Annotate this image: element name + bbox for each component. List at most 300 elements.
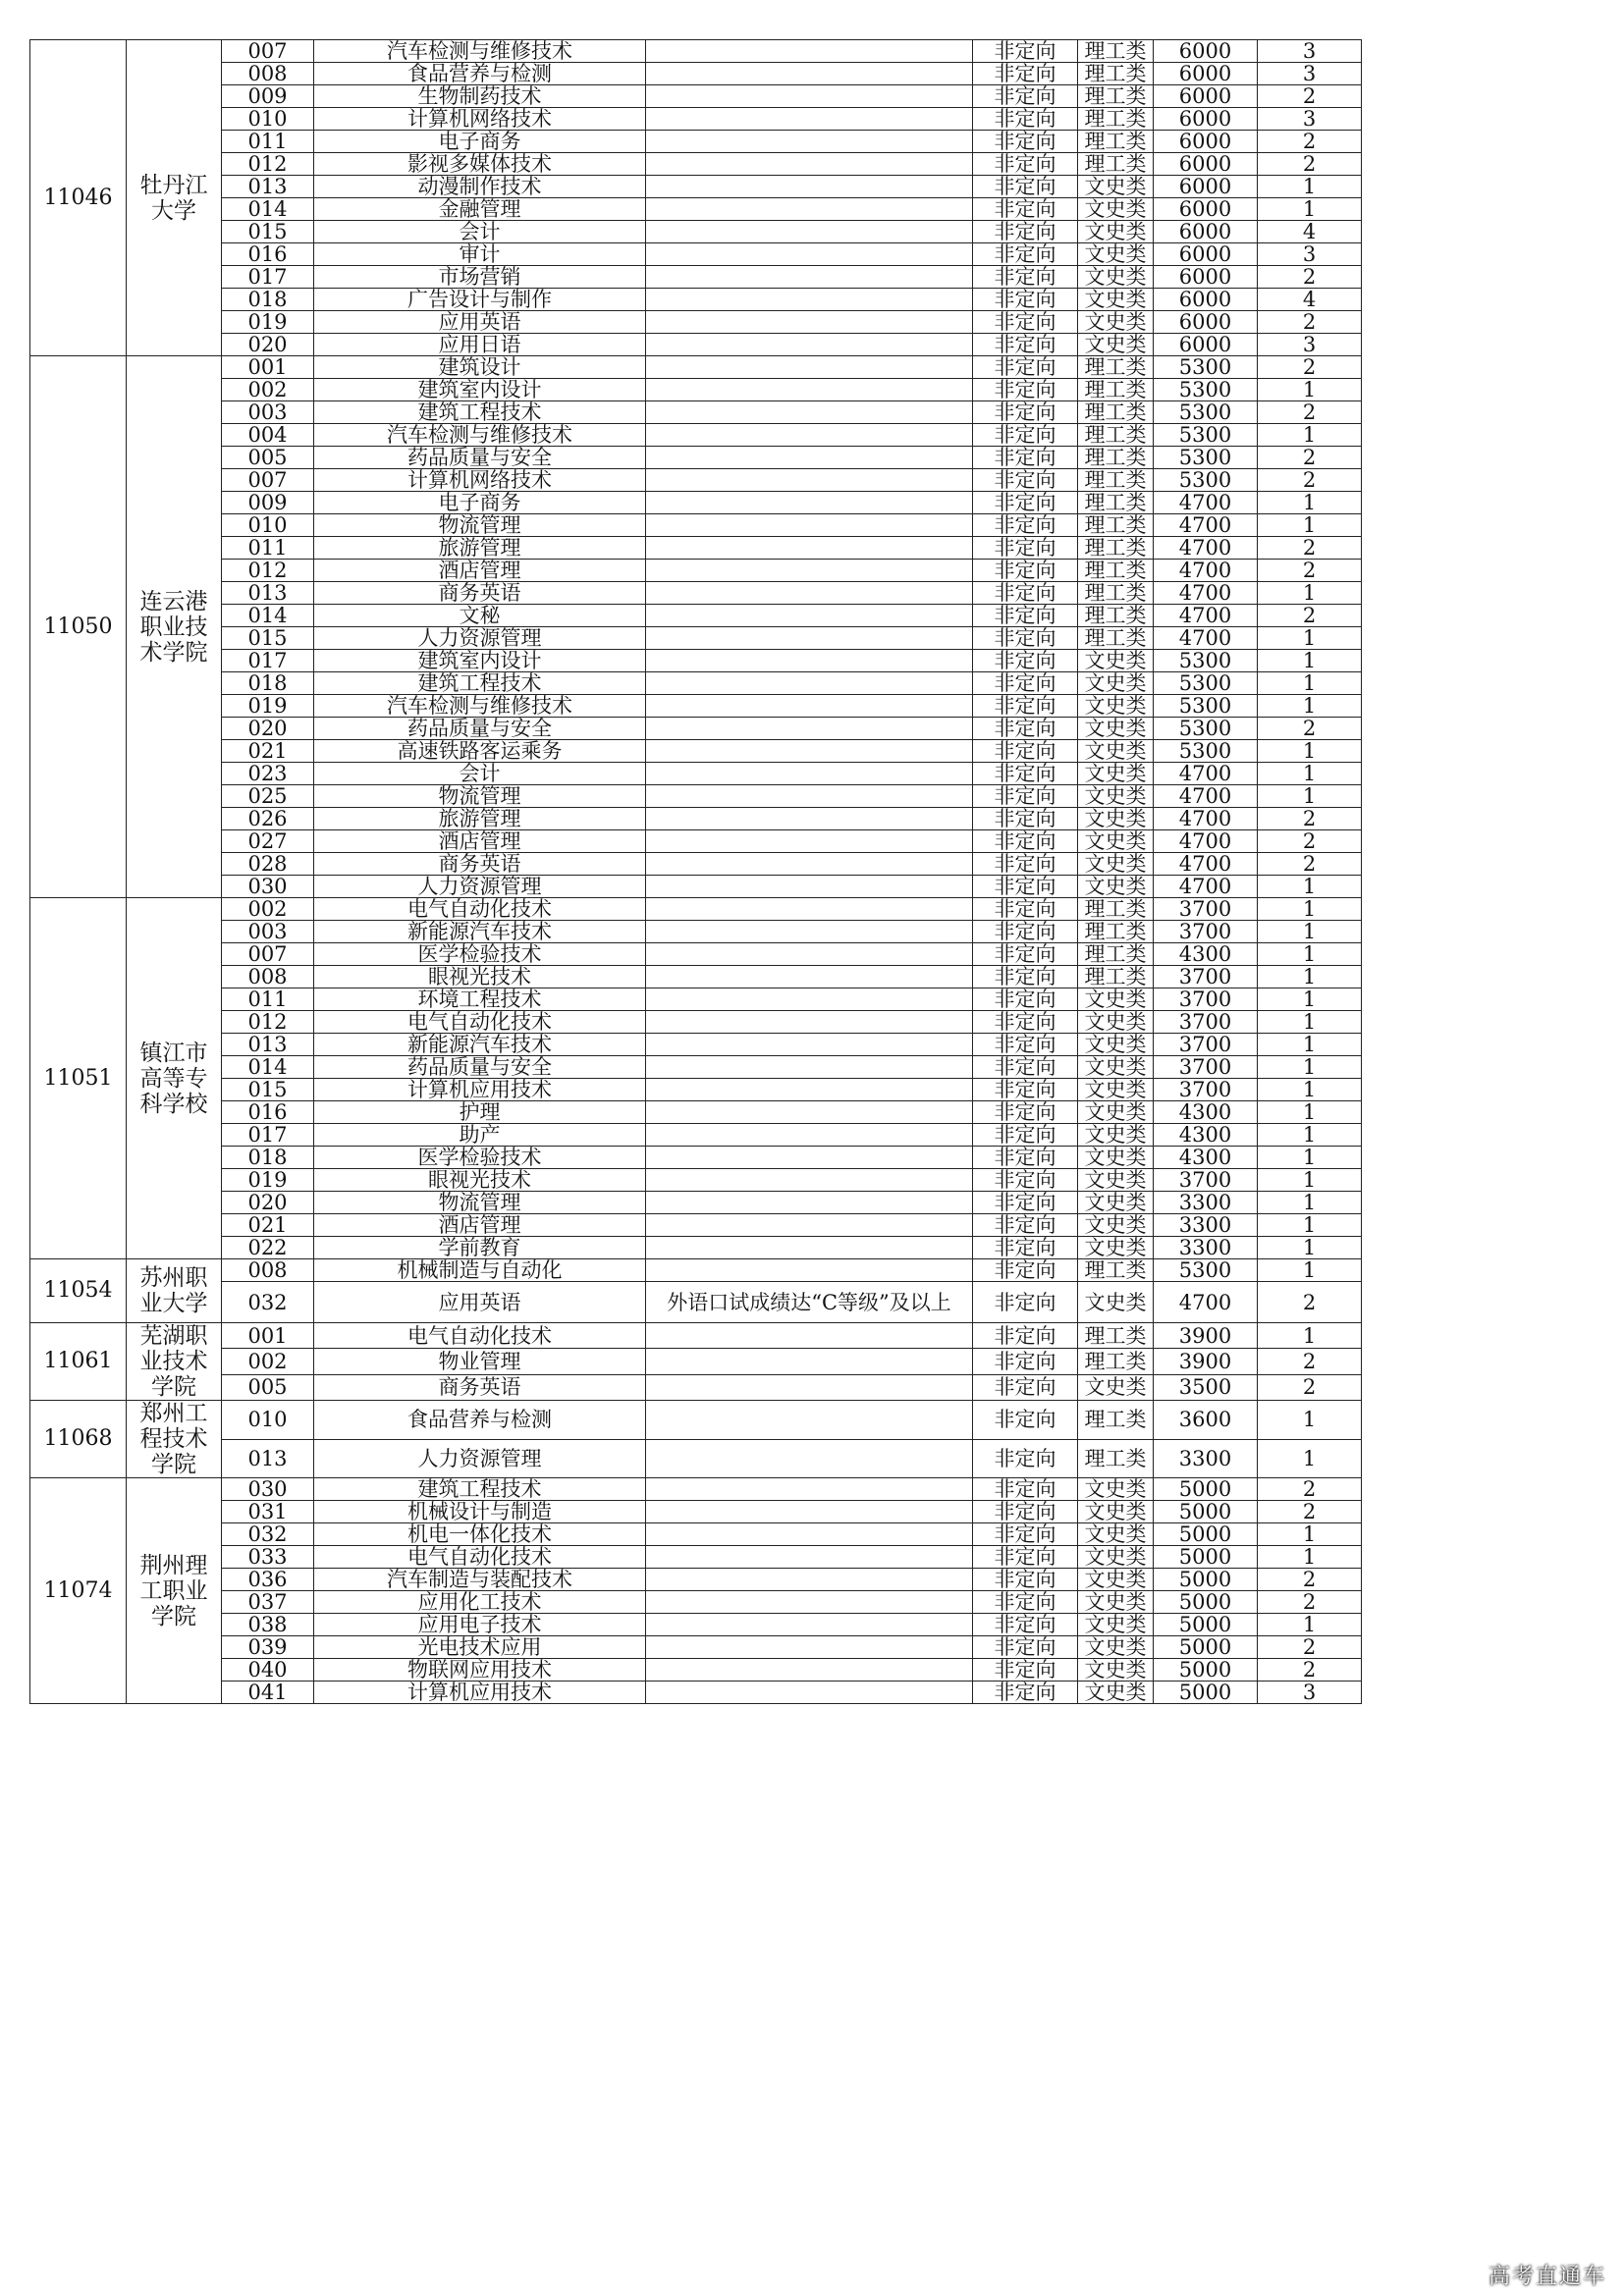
program-code: 015 (222, 627, 314, 650)
plan-type: 非定向 (973, 1169, 1078, 1192)
note (646, 221, 973, 243)
tuition: 4700 (1154, 808, 1258, 830)
program-code: 008 (222, 1259, 314, 1282)
category: 理工类 (1078, 492, 1154, 514)
tuition: 4700 (1154, 514, 1258, 537)
note (646, 424, 973, 447)
note (646, 1214, 973, 1237)
category: 理工类 (1078, 966, 1154, 988)
table-row (30, 1401, 1362, 1440)
program-name: 眼视光技术 (314, 966, 646, 988)
plan-type: 非定向 (973, 898, 1078, 921)
institution-code: 11068 (30, 1401, 127, 1478)
category: 文史类 (1078, 650, 1154, 672)
table-row (30, 1591, 1362, 1614)
program-code: 021 (222, 740, 314, 763)
program-name: 商务英语 (314, 1374, 646, 1400)
note (646, 1034, 973, 1056)
program-code: 007 (222, 469, 314, 492)
category: 文史类 (1078, 1591, 1154, 1614)
note (646, 356, 973, 379)
institution-name: 牡丹江大学 (127, 40, 222, 356)
plan-type: 非定向 (973, 198, 1078, 221)
table-row (30, 1478, 1362, 1501)
quota: 1 (1258, 1401, 1362, 1440)
note (646, 1614, 973, 1636)
tuition: 6000 (1154, 334, 1258, 356)
tuition: 6000 (1154, 40, 1258, 63)
quota: 1 (1258, 1101, 1362, 1124)
program-code: 010 (222, 108, 314, 131)
program-code: 012 (222, 560, 314, 582)
program-name: 计算机网络技术 (314, 469, 646, 492)
quota: 1 (1258, 876, 1362, 898)
quota: 2 (1258, 605, 1362, 627)
quota: 2 (1258, 830, 1362, 853)
program-code: 018 (222, 672, 314, 695)
institution-code: 11054 (30, 1259, 127, 1323)
note (646, 1374, 973, 1400)
plan-type: 非定向 (973, 176, 1078, 198)
table-row (30, 85, 1362, 108)
table-row (30, 1192, 1362, 1214)
program-name: 影视多媒体技术 (314, 153, 646, 176)
table-row (30, 153, 1362, 176)
program-name: 计算机网络技术 (314, 108, 646, 131)
table-row (30, 108, 1362, 131)
tuition: 4700 (1154, 537, 1258, 560)
tuition: 5000 (1154, 1546, 1258, 1569)
table-row (30, 176, 1362, 198)
category: 文史类 (1078, 1659, 1154, 1682)
program-name: 计算机应用技术 (314, 1682, 646, 1704)
note (646, 1259, 973, 1282)
program-code: 040 (222, 1659, 314, 1682)
quota: 2 (1258, 266, 1362, 289)
plan-type: 非定向 (973, 1192, 1078, 1214)
table-row (30, 1523, 1362, 1546)
program-name: 电子商务 (314, 131, 646, 153)
quota: 2 (1258, 311, 1362, 334)
tuition: 3700 (1154, 1079, 1258, 1101)
tuition: 6000 (1154, 266, 1258, 289)
note (646, 627, 973, 650)
tuition: 5000 (1154, 1659, 1258, 1682)
category: 理工类 (1078, 108, 1154, 131)
tuition: 3900 (1154, 1323, 1258, 1349)
tuition: 6000 (1154, 221, 1258, 243)
quota: 1 (1258, 943, 1362, 966)
institution-name: 荆州理工职业学院 (127, 1478, 222, 1704)
category: 理工类 (1078, 514, 1154, 537)
plan-type: 非定向 (973, 1614, 1078, 1636)
table-row (30, 763, 1362, 785)
note (646, 763, 973, 785)
institution-code: 11046 (30, 40, 127, 356)
category: 文史类 (1078, 221, 1154, 243)
note (646, 334, 973, 356)
quota: 1 (1258, 1546, 1362, 1569)
program-name: 汽车检测与维修技术 (314, 695, 646, 718)
program-name: 广告设计与制作 (314, 289, 646, 311)
note (646, 876, 973, 898)
table-row (30, 221, 1362, 243)
tuition: 6000 (1154, 289, 1258, 311)
program-code: 026 (222, 808, 314, 830)
quota: 1 (1258, 763, 1362, 785)
table-row (30, 289, 1362, 311)
program-name: 电气自动化技术 (314, 898, 646, 921)
tuition: 5000 (1154, 1569, 1258, 1591)
quota: 2 (1258, 401, 1362, 424)
plan-type: 非定向 (973, 379, 1078, 401)
program-name: 动漫制作技术 (314, 176, 646, 198)
quota: 1 (1258, 1169, 1362, 1192)
tuition: 3500 (1154, 1374, 1258, 1400)
program-name: 旅游管理 (314, 537, 646, 560)
program-name: 人力资源管理 (314, 876, 646, 898)
note (646, 514, 973, 537)
program-code: 004 (222, 424, 314, 447)
plan-type: 非定向 (973, 605, 1078, 627)
table-row (30, 1349, 1362, 1374)
program-code: 027 (222, 830, 314, 853)
note (646, 176, 973, 198)
program-code: 013 (222, 1034, 314, 1056)
category: 文史类 (1078, 1011, 1154, 1034)
note (646, 311, 973, 334)
category: 文史类 (1078, 1214, 1154, 1237)
category: 理工类 (1078, 469, 1154, 492)
quota: 1 (1258, 898, 1362, 921)
plan-type: 非定向 (973, 1659, 1078, 1682)
quota: 2 (1258, 356, 1362, 379)
plan-type: 非定向 (973, 108, 1078, 131)
quota: 1 (1258, 582, 1362, 605)
category: 文史类 (1078, 334, 1154, 356)
tuition: 3700 (1154, 1169, 1258, 1192)
category: 理工类 (1078, 153, 1154, 176)
note (646, 921, 973, 943)
tuition: 5300 (1154, 695, 1258, 718)
plan-type: 非定向 (973, 650, 1078, 672)
plan-type: 非定向 (973, 289, 1078, 311)
plan-type: 非定向 (973, 356, 1078, 379)
program-code: 020 (222, 1192, 314, 1214)
tuition: 5300 (1154, 356, 1258, 379)
note (646, 1636, 973, 1659)
program-name: 汽车制造与装配技术 (314, 1569, 646, 1591)
note (646, 1147, 973, 1169)
note (646, 582, 973, 605)
program-name: 汽车检测与维修技术 (314, 424, 646, 447)
tuition: 4700 (1154, 1282, 1258, 1323)
program-code: 030 (222, 876, 314, 898)
program-name: 旅游管理 (314, 808, 646, 830)
program-name: 建筑工程技术 (314, 1478, 646, 1501)
note (646, 243, 973, 266)
quota: 1 (1258, 1147, 1362, 1169)
category: 文史类 (1078, 1192, 1154, 1214)
quota: 1 (1258, 1439, 1362, 1478)
plan-type: 非定向 (973, 627, 1078, 650)
note (646, 1079, 973, 1101)
note (646, 1401, 973, 1440)
note (646, 1124, 973, 1147)
program-code: 013 (222, 582, 314, 605)
tuition: 5300 (1154, 672, 1258, 695)
table-row (30, 853, 1362, 876)
program-code: 039 (222, 1636, 314, 1659)
category: 文史类 (1078, 1523, 1154, 1546)
program-name: 金融管理 (314, 198, 646, 221)
note (646, 1169, 973, 1192)
plan-type: 非定向 (973, 1523, 1078, 1546)
plan-type: 非定向 (973, 1569, 1078, 1591)
tuition: 5300 (1154, 379, 1258, 401)
tuition: 3700 (1154, 1034, 1258, 1056)
category: 理工类 (1078, 85, 1154, 108)
table-row (30, 1546, 1362, 1569)
plan-type: 非定向 (973, 921, 1078, 943)
table-row (30, 1124, 1362, 1147)
quota: 3 (1258, 63, 1362, 85)
table-row (30, 1147, 1362, 1169)
category: 文史类 (1078, 243, 1154, 266)
quota: 1 (1258, 1034, 1362, 1056)
program-name: 物业管理 (314, 1349, 646, 1374)
program-code: 005 (222, 1374, 314, 1400)
table-row (30, 1439, 1362, 1478)
program-code: 011 (222, 131, 314, 153)
tuition: 4700 (1154, 763, 1258, 785)
table-row (30, 334, 1362, 356)
quota: 1 (1258, 1523, 1362, 1546)
quota: 2 (1258, 1659, 1362, 1682)
table-row (30, 1323, 1362, 1349)
program-name: 人力资源管理 (314, 1439, 646, 1478)
program-code: 001 (222, 1323, 314, 1349)
plan-type: 非定向 (973, 1591, 1078, 1614)
quota: 1 (1258, 966, 1362, 988)
category: 文史类 (1078, 763, 1154, 785)
program-name: 建筑室内设计 (314, 650, 646, 672)
program-code: 017 (222, 266, 314, 289)
institution-name: 连云港职业技术学院 (127, 356, 222, 898)
table-row (30, 560, 1362, 582)
category: 理工类 (1078, 379, 1154, 401)
note (646, 830, 973, 853)
tuition: 3600 (1154, 1401, 1258, 1440)
note (646, 85, 973, 108)
tuition: 5000 (1154, 1523, 1258, 1546)
note (646, 672, 973, 695)
note (646, 492, 973, 514)
program-code: 011 (222, 988, 314, 1011)
table-row (30, 627, 1362, 650)
plan-type: 非定向 (973, 853, 1078, 876)
plan-type: 非定向 (973, 40, 1078, 63)
program-code: 007 (222, 943, 314, 966)
category: 理工类 (1078, 1401, 1154, 1440)
category: 文史类 (1078, 289, 1154, 311)
institution-name: 郑州工程技术学院 (127, 1401, 222, 1478)
note (646, 1546, 973, 1569)
note (646, 108, 973, 131)
plan-type: 非定向 (973, 266, 1078, 289)
note (646, 1569, 973, 1591)
quota: 2 (1258, 718, 1362, 740)
category: 理工类 (1078, 605, 1154, 627)
quota: 1 (1258, 785, 1362, 808)
table-row (30, 1614, 1362, 1636)
program-code: 001 (222, 356, 314, 379)
program-code: 038 (222, 1614, 314, 1636)
category: 理工类 (1078, 1323, 1154, 1349)
tuition: 3700 (1154, 966, 1258, 988)
program-name: 眼视光技术 (314, 1169, 646, 1192)
table-row (30, 40, 1362, 63)
plan-type: 非定向 (973, 243, 1078, 266)
category: 理工类 (1078, 401, 1154, 424)
plan-type: 非定向 (973, 718, 1078, 740)
quota: 1 (1258, 492, 1362, 514)
plan-type: 非定向 (973, 537, 1078, 560)
program-code: 002 (222, 1349, 314, 1374)
quota: 1 (1258, 1056, 1362, 1079)
program-name: 电气自动化技术 (314, 1011, 646, 1034)
plan-type: 非定向 (973, 1011, 1078, 1034)
table-row (30, 1079, 1362, 1101)
program-code: 019 (222, 1169, 314, 1192)
note (646, 1523, 973, 1546)
program-name: 机电一体化技术 (314, 1523, 646, 1546)
program-name: 机械制造与自动化 (314, 1259, 646, 1282)
tuition: 6000 (1154, 131, 1258, 153)
note (646, 153, 973, 176)
tuition: 5300 (1154, 469, 1258, 492)
program-name: 医学检验技术 (314, 943, 646, 966)
plan-type: 非定向 (973, 131, 1078, 153)
quota: 1 (1258, 988, 1362, 1011)
plan-type: 非定向 (973, 401, 1078, 424)
table-row (30, 1569, 1362, 1591)
category: 理工类 (1078, 582, 1154, 605)
table-row (30, 447, 1362, 469)
table-row (30, 1501, 1362, 1523)
table-row (30, 379, 1362, 401)
program-name: 药品质量与安全 (314, 1056, 646, 1079)
plan-type: 非定向 (973, 1401, 1078, 1440)
quota: 1 (1258, 1323, 1362, 1349)
tuition: 5300 (1154, 718, 1258, 740)
note (646, 40, 973, 63)
program-code: 002 (222, 379, 314, 401)
note (646, 898, 973, 921)
program-name: 电子商务 (314, 492, 646, 514)
quota: 1 (1258, 424, 1362, 447)
program-name: 光电技术应用 (314, 1636, 646, 1659)
table-row (30, 1259, 1362, 1282)
quota: 1 (1258, 1124, 1362, 1147)
program-name: 物联网应用技术 (314, 1659, 646, 1682)
table-row (30, 1011, 1362, 1034)
plan-type: 非定向 (973, 1349, 1078, 1374)
tuition: 5000 (1154, 1636, 1258, 1659)
quota: 1 (1258, 740, 1362, 763)
program-code: 016 (222, 243, 314, 266)
table-row (30, 740, 1362, 763)
program-code: 003 (222, 401, 314, 424)
table-row (30, 988, 1362, 1011)
note (646, 379, 973, 401)
tuition: 4300 (1154, 1147, 1258, 1169)
tuition: 5300 (1154, 740, 1258, 763)
plan-type: 非定向 (973, 1034, 1078, 1056)
category: 文史类 (1078, 1079, 1154, 1101)
program-code: 013 (222, 1439, 314, 1478)
note (646, 1659, 973, 1682)
institution-code: 11074 (30, 1478, 127, 1704)
note (646, 1011, 973, 1034)
program-name: 会计 (314, 763, 646, 785)
plan-type: 非定向 (973, 1056, 1078, 1079)
table-row (30, 898, 1362, 921)
quota: 1 (1258, 1237, 1362, 1259)
tuition: 4700 (1154, 830, 1258, 853)
tuition: 3700 (1154, 921, 1258, 943)
note (646, 943, 973, 966)
program-code: 019 (222, 695, 314, 718)
note (646, 1478, 973, 1501)
plan-type: 非定向 (973, 740, 1078, 763)
program-code: 020 (222, 718, 314, 740)
quota: 1 (1258, 672, 1362, 695)
program-name: 机械设计与制造 (314, 1501, 646, 1523)
program-name: 酒店管理 (314, 830, 646, 853)
institution-name: 芜湖职业技术学院 (127, 1323, 222, 1401)
tuition: 5000 (1154, 1501, 1258, 1523)
category: 理工类 (1078, 1259, 1154, 1282)
plan-type: 非定向 (973, 492, 1078, 514)
note (646, 718, 973, 740)
plan-type: 非定向 (973, 1214, 1078, 1237)
tuition: 3700 (1154, 1011, 1258, 1034)
plan-type: 非定向 (973, 785, 1078, 808)
table-row (30, 1056, 1362, 1079)
category: 理工类 (1078, 424, 1154, 447)
category: 文史类 (1078, 1614, 1154, 1636)
program-code: 014 (222, 605, 314, 627)
note (646, 1591, 973, 1614)
tuition: 4300 (1154, 943, 1258, 966)
program-code: 032 (222, 1282, 314, 1323)
note (646, 966, 973, 988)
quota: 1 (1258, 695, 1362, 718)
table-row (30, 311, 1362, 334)
program-code: 028 (222, 853, 314, 876)
plan-type: 非定向 (973, 560, 1078, 582)
plan-type: 非定向 (973, 469, 1078, 492)
tuition: 5300 (1154, 1259, 1258, 1282)
table-row (30, 1282, 1362, 1323)
program-code: 018 (222, 289, 314, 311)
program-name: 应用化工技术 (314, 1591, 646, 1614)
quota: 1 (1258, 650, 1362, 672)
program-code: 008 (222, 63, 314, 85)
table-row (30, 718, 1362, 740)
quota: 2 (1258, 153, 1362, 176)
